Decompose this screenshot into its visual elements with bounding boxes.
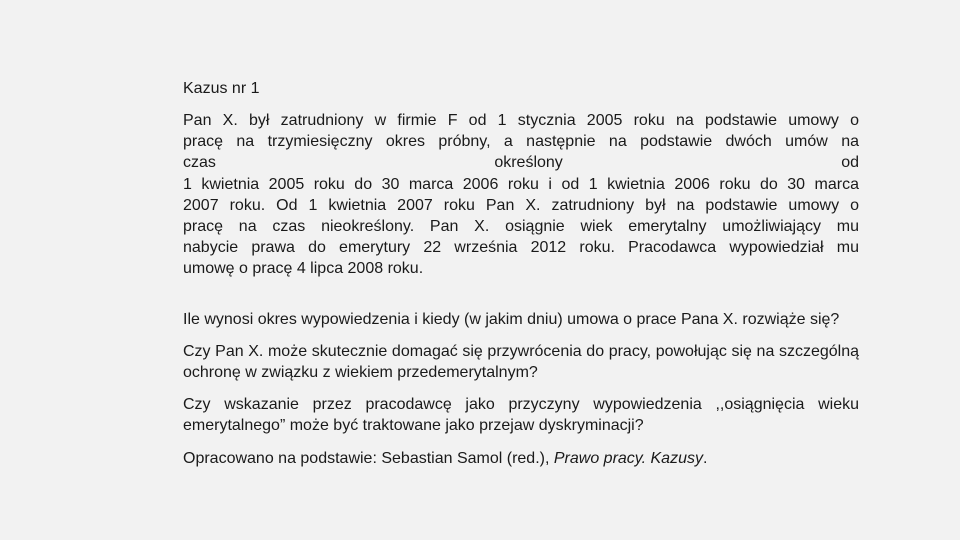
source-suffix: . bbox=[702, 449, 708, 467]
case-line: 2007 roku. Od 1 kwietnia 2007 roku Pan X. zatrudniony był na podstawie umowy o bbox=[183, 196, 859, 214]
source-title: Prawo pracy. Kazusy bbox=[553, 449, 703, 467]
question-3: Czy wskazanie przez pracodawcę jako przyczyny wypowiedzenia ,,osiągnięcia wieku emerytalnego” może być traktowane jako przejaw dyskryminacji? bbox=[183, 396, 859, 435]
source-citation bbox=[183, 448, 859, 470]
case-line: umowę o pracę 4 lipca 2008 roku. bbox=[183, 260, 424, 278]
case-line: pracę na czas nieokreślony. Pan X. osiągnie wiek emerytalny umożliwiający mu bbox=[183, 218, 859, 236]
case-line: Pan X. był zatrudniony w firmie F od 1 stycznia 2005 roku na podstawie umowy o bbox=[183, 112, 859, 129]
case-line: pracę na trzymiesięczny okres próbny, a następnie na podstawie dwóch umów na bbox=[183, 133, 859, 151]
case-title: Kazus nr 1 bbox=[183, 80, 260, 97]
case-line: 1 kwietnia 2005 roku do 30 marca 2006 roku i od 1 kwietnia 2006 roku do 30 marca bbox=[183, 175, 859, 193]
case-line: czas określony od bbox=[183, 154, 859, 172]
case-description bbox=[183, 110, 859, 280]
case-line: nabycie prawa do emerytury 22 września 2012 roku. Pracodawca wypowiedział mu bbox=[183, 239, 859, 257]
question-1: Ile wynosi okres wypowiedzenia i kiedy (w jakim dniu) umowa o prace Pana X. rozwiąże się? bbox=[183, 310, 840, 328]
slide-content bbox=[183, 78, 859, 470]
question-2: Czy Pan X. może skutecznie domagać się przywrócenia do pracy, powołując się na szczególną ochronę w związku z wiekiem przedemerytalnym? bbox=[183, 342, 859, 382]
source-prefix: Opracowano na podstawie: Sebastian Samol (red.), bbox=[183, 449, 554, 467]
